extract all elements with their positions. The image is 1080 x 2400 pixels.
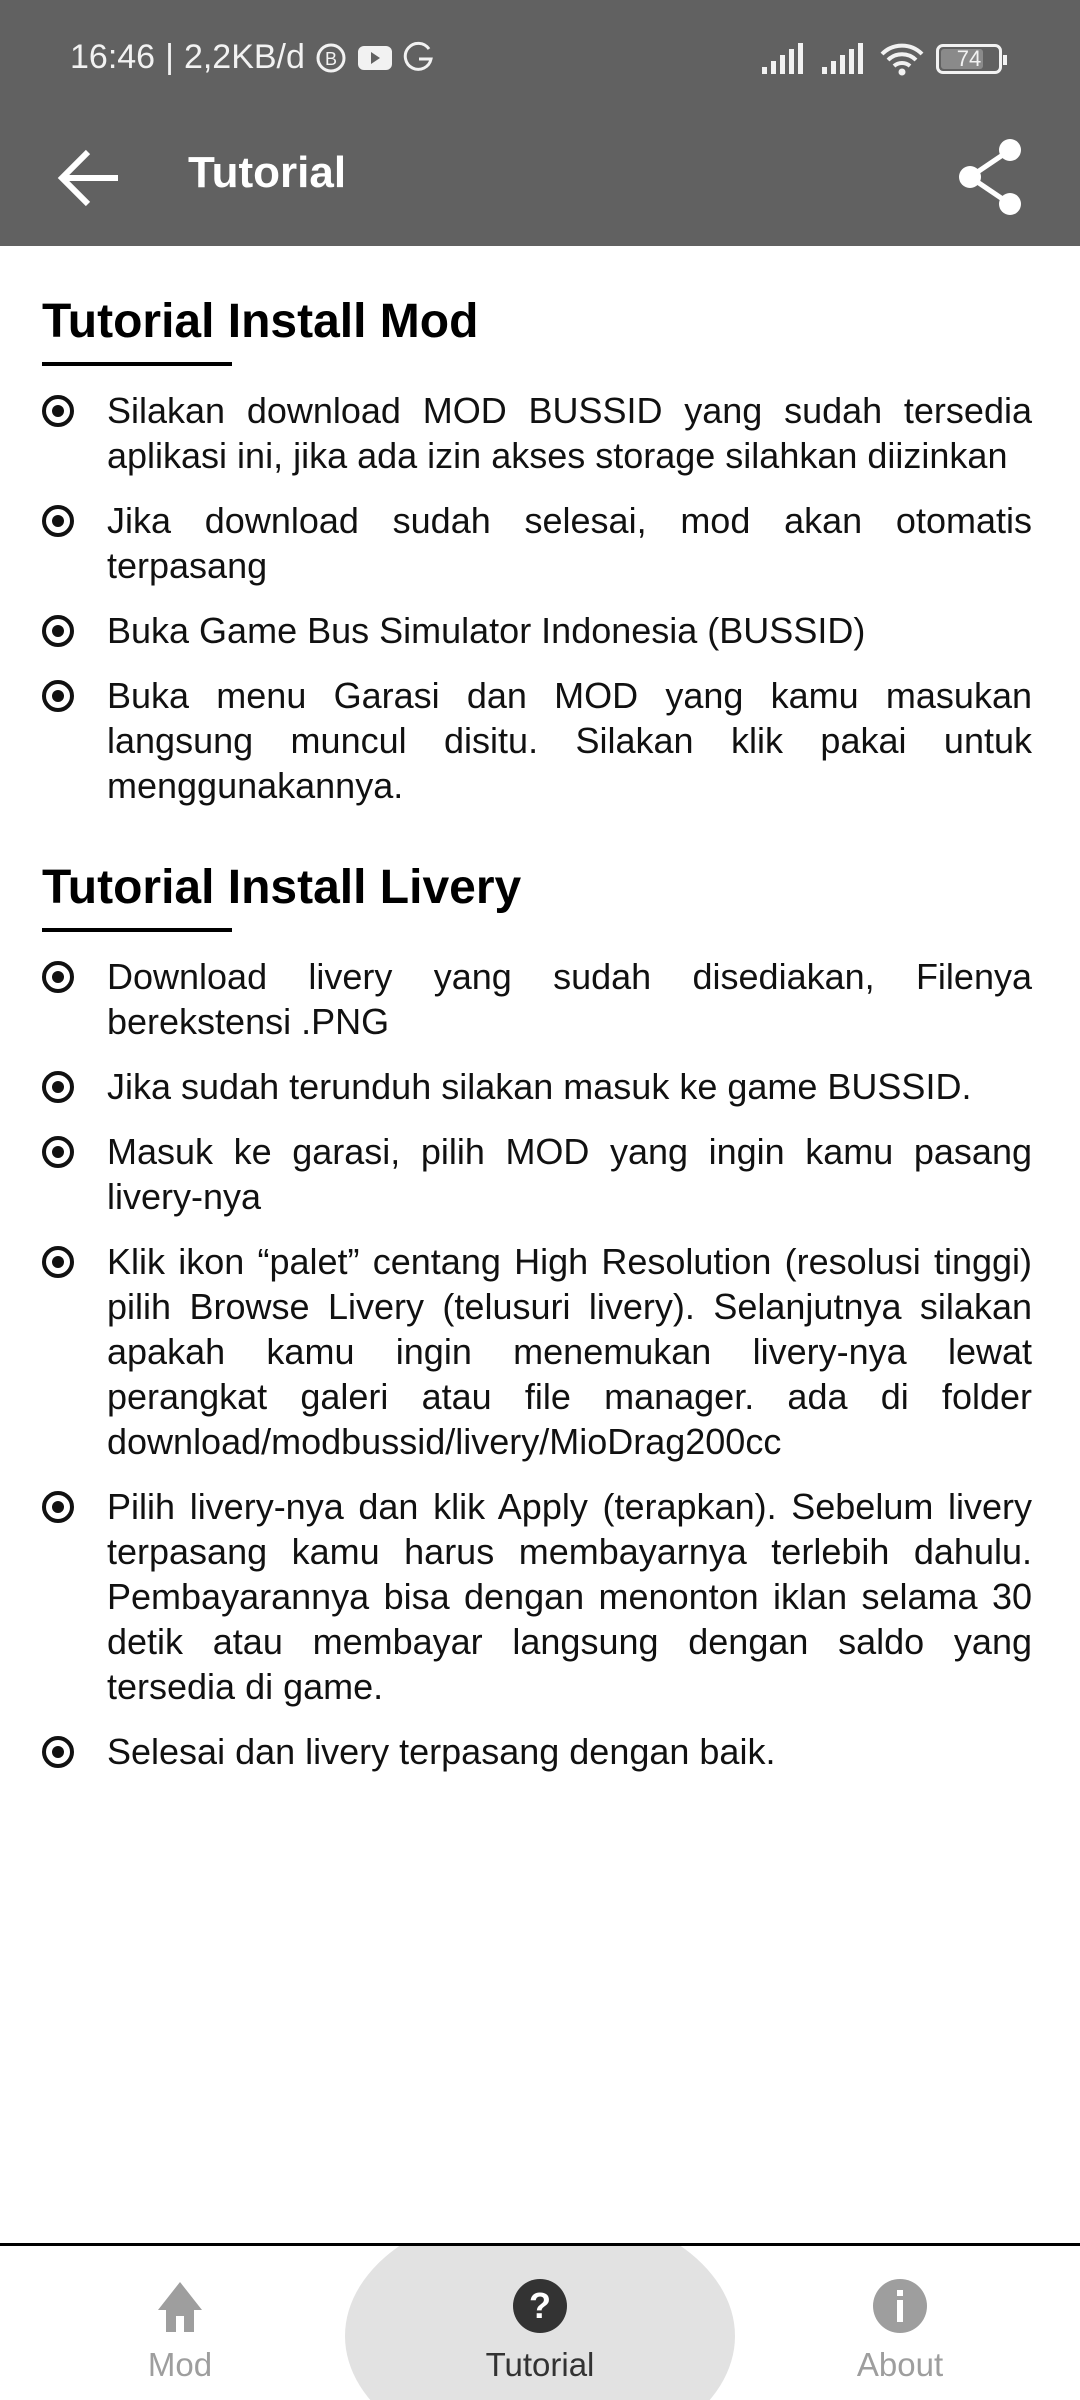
google-icon bbox=[403, 41, 435, 75]
bullet-icon bbox=[42, 673, 107, 808]
nav-tab-tutorial[interactable] bbox=[390, 2246, 690, 2400]
list-item-text: Jika download sudah selesai, mod akan otomatis terpasang bbox=[107, 500, 1032, 586]
bullet-icon bbox=[42, 608, 107, 653]
tutorial-content bbox=[42, 292, 1032, 1794]
heading-underline bbox=[42, 928, 232, 932]
info-icon bbox=[870, 2276, 930, 2336]
bullet-icon bbox=[42, 954, 107, 1044]
bullet-icon bbox=[42, 388, 107, 478]
list-item-text: Klik ikon “palet” centang High Resolution (resolusi tinggi) pilih Browse Livery (telusuri livery). Selanjutnya silakan apakah kamu ingin menemukan livery-nya lewat perangkat galeri atau file manager. ada di folder download/modbussid/livery/MioDrag200cc bbox=[107, 1241, 1032, 1462]
list-item-text: Download livery yang sudah disediakan, Filenya berekstensi .PNG bbox=[107, 956, 1032, 1042]
status-data-rate: 2,2KB/d bbox=[183, 38, 305, 76]
status-bar bbox=[0, 0, 1080, 110]
list-item bbox=[42, 1129, 1032, 1219]
list-item bbox=[42, 388, 1032, 478]
list-item bbox=[42, 498, 1032, 588]
nav-tab-mod[interactable] bbox=[30, 2246, 330, 2400]
bullet-icon bbox=[42, 498, 107, 588]
svg-text:?: ? bbox=[529, 2285, 551, 2326]
list-item-text: Buka Game Bus Simulator Indonesia (BUSSID) bbox=[107, 610, 866, 651]
bullet-icon bbox=[42, 1729, 107, 1774]
nav-label: About bbox=[856, 2346, 944, 2383]
section-heading: Tutorial Install Livery bbox=[42, 861, 522, 914]
list-item bbox=[42, 954, 1032, 1044]
signal-icon bbox=[760, 43, 808, 75]
nav-tab-about[interactable] bbox=[750, 2246, 1050, 2400]
status-separator: | bbox=[165, 38, 174, 76]
back-arrow-icon[interactable] bbox=[56, 136, 128, 220]
list-item bbox=[42, 673, 1032, 808]
list-item bbox=[42, 1064, 1032, 1109]
list-item bbox=[42, 1239, 1032, 1464]
bullet-icon bbox=[42, 1064, 107, 1109]
list-item bbox=[42, 608, 1032, 653]
section-install-livery bbox=[42, 858, 1032, 1774]
svg-text:B: B bbox=[324, 48, 337, 69]
bottom-navigation bbox=[0, 2243, 1080, 2400]
list-item-text: Silakan download MOD BUSSID yang sudah tersedia aplikasi ini, jika ada izin akses storage silahkan diizinkan bbox=[107, 390, 1032, 476]
list-item bbox=[42, 1484, 1032, 1709]
wifi-icon bbox=[880, 42, 924, 76]
bullet-icon bbox=[42, 1484, 107, 1709]
list-item-text: Selesai dan livery terpasang dengan baik. bbox=[107, 1731, 776, 1772]
whatsapp-business-icon bbox=[315, 42, 347, 74]
status-time: 16:46 bbox=[70, 38, 156, 76]
list-item-text: Buka menu Garasi dan MOD yang kamu masukan langsung muncul disitu. Silakan klik pakai untuk menggunakannya. bbox=[107, 675, 1032, 806]
share-icon[interactable] bbox=[954, 132, 1026, 222]
list-item bbox=[42, 1729, 1032, 1774]
page-title: Tutorial bbox=[188, 148, 347, 197]
list-item-text: Jika sudah terunduh silakan masuk ke game BUSSID. bbox=[107, 1066, 972, 1107]
bullet-icon bbox=[42, 1129, 107, 1219]
heading-underline bbox=[42, 362, 232, 366]
list-item-text: Masuk ke garasi, pilih MOD yang ingin kamu pasang livery-nya bbox=[107, 1131, 1032, 1217]
list-item-text: Pilih livery-nya dan klik Apply (terapkan). Sebelum livery terpasang kamu harus membayarnya terlebih dahulu. Pembayarannya bisa dengan menonton iklan selama 30 detik atau membayar langsung dengan saldo yang tersedia di game. bbox=[107, 1486, 1032, 1707]
bullet-icon bbox=[42, 1239, 107, 1464]
help-icon bbox=[510, 2276, 570, 2336]
section-heading: Tutorial Install Mod bbox=[42, 295, 479, 348]
nav-label: Mod bbox=[147, 2346, 213, 2383]
battery-level: 74 bbox=[956, 46, 982, 71]
app-bar bbox=[0, 110, 1080, 246]
section-install-mod bbox=[42, 292, 1032, 808]
nav-label: Tutorial bbox=[485, 2346, 595, 2383]
signal-icon-2 bbox=[820, 43, 868, 75]
home-icon bbox=[150, 2276, 210, 2336]
battery-icon bbox=[936, 44, 1002, 74]
youtube-icon bbox=[357, 44, 393, 72]
